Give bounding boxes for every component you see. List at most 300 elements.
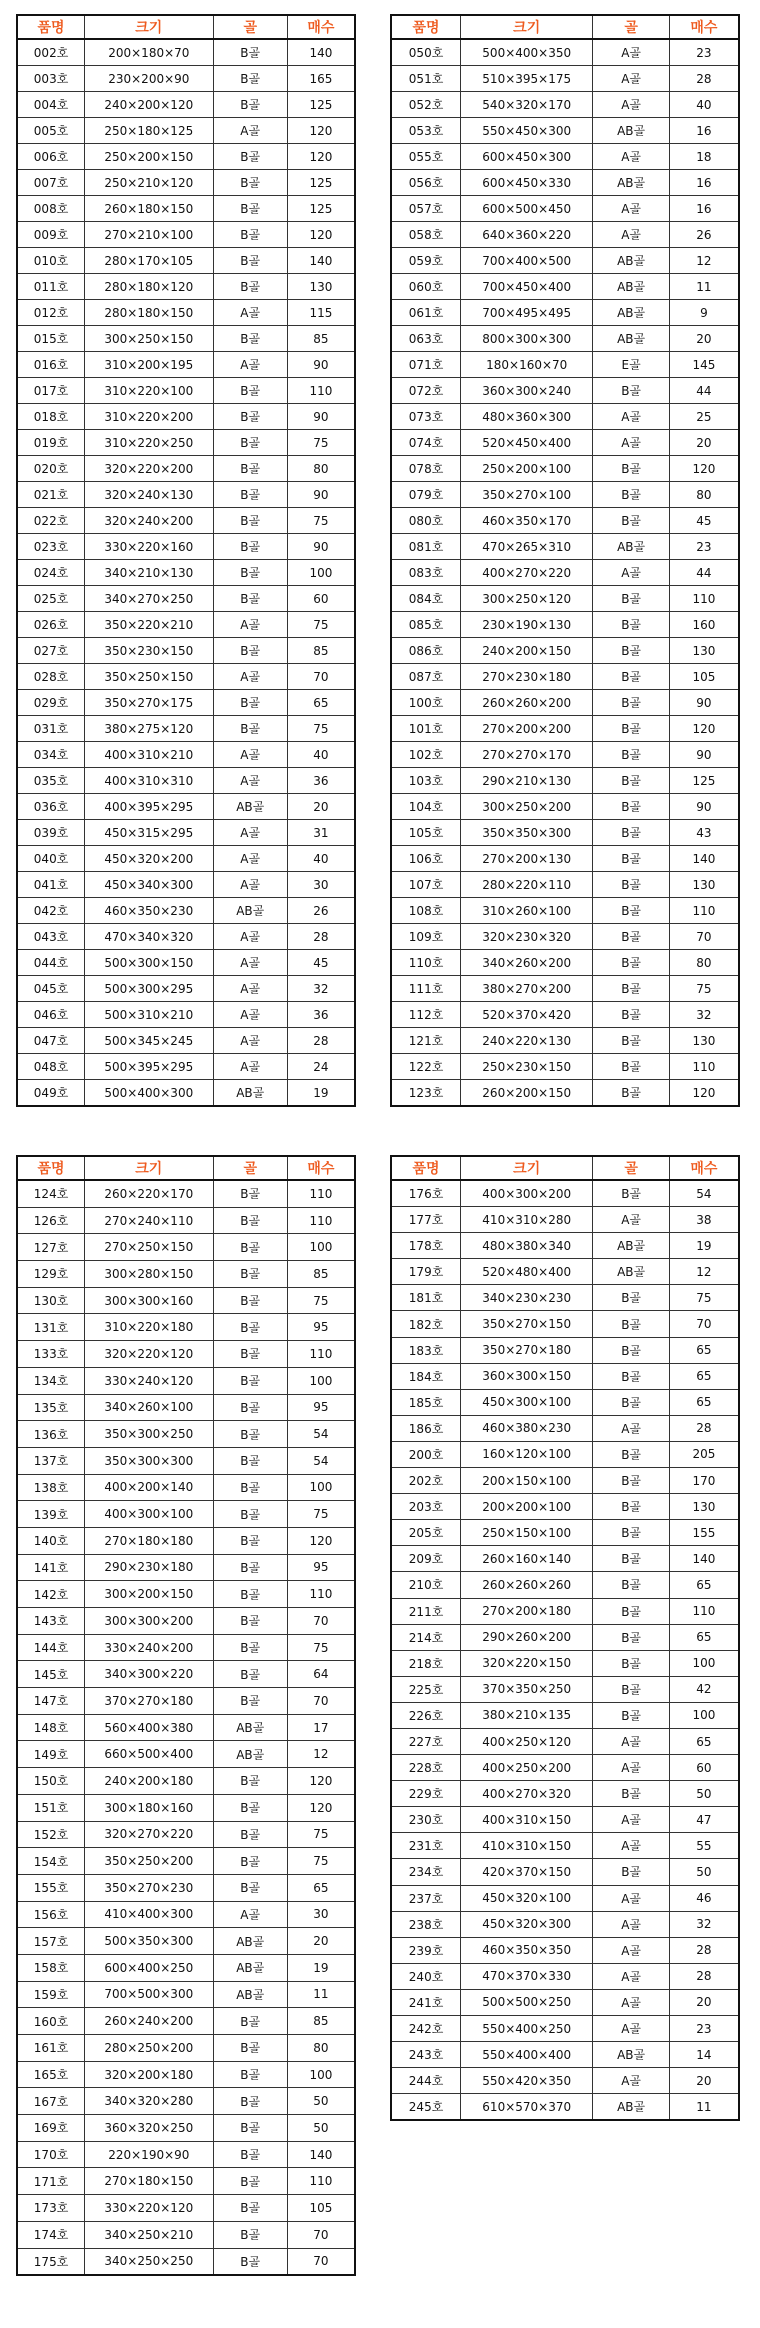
cell-size: 280×250×200 — [85, 2035, 213, 2062]
cell-name: 141호 — [17, 1554, 85, 1581]
header-size: 크기 — [461, 15, 593, 39]
table-row — [17, 1581, 355, 1608]
cell-size: 220×190×90 — [85, 2141, 213, 2168]
cell-flute: B골 — [593, 1468, 670, 1494]
cell-qty: 105 — [669, 664, 739, 690]
table-row — [17, 170, 355, 196]
table-row — [17, 1928, 355, 1955]
table-row — [17, 768, 355, 794]
cell-size: 400×270×320 — [461, 1781, 593, 1807]
cell-name: 182호 — [391, 1311, 461, 1337]
cell-name: 058호 — [391, 222, 461, 248]
cell-flute: B골 — [213, 1554, 287, 1581]
table-row — [391, 170, 739, 196]
cell-name: 138호 — [17, 1474, 85, 1501]
cell-name: 209호 — [391, 1546, 461, 1572]
cell-qty: 85 — [287, 2008, 355, 2035]
cell-size: 340×260×200 — [461, 950, 593, 976]
cell-name: 144호 — [17, 1634, 85, 1661]
cell-name: 200호 — [391, 1441, 461, 1467]
cell-name: 108호 — [391, 898, 461, 924]
cell-qty: 120 — [287, 1768, 355, 1795]
cell-flute: A골 — [593, 196, 670, 222]
cell-flute: A골 — [593, 1937, 670, 1963]
cell-qty: 70 — [287, 2248, 355, 2275]
table-row — [391, 976, 739, 1002]
cell-flute: A골 — [593, 1807, 670, 1833]
cell-name: 186호 — [391, 1415, 461, 1441]
cell-qty: 38 — [669, 1207, 739, 1233]
cell-qty: 26 — [669, 222, 739, 248]
cell-flute: B골 — [213, 92, 287, 118]
cell-qty: 120 — [669, 456, 739, 482]
cell-qty: 28 — [669, 1937, 739, 1963]
cell-size: 260×220×170 — [85, 1180, 213, 1207]
table-row — [17, 1688, 355, 1715]
table-row — [17, 2141, 355, 2168]
cell-name: 150호 — [17, 1768, 85, 1795]
cell-flute: B골 — [213, 690, 287, 716]
cell-name: 202호 — [391, 1468, 461, 1494]
cell-name: 227호 — [391, 1728, 461, 1754]
cell-name: 171호 — [17, 2168, 85, 2195]
table-row — [391, 586, 739, 612]
cell-flute: AB골 — [213, 1741, 287, 1768]
cell-qty: 125 — [669, 768, 739, 794]
cell-name: 135호 — [17, 1394, 85, 1421]
cell-qty: 65 — [287, 690, 355, 716]
cell-size: 300×250×120 — [461, 586, 593, 612]
table-row — [17, 1341, 355, 1368]
cell-flute: B골 — [213, 1821, 287, 1848]
table-row — [391, 404, 739, 430]
table-row — [17, 534, 355, 560]
cell-size: 400×300×200 — [461, 1180, 593, 1207]
cell-flute: B골 — [213, 2248, 287, 2275]
table-row — [391, 1028, 739, 1054]
cell-name: 009호 — [17, 222, 85, 248]
table-row — [17, 2008, 355, 2035]
cell-flute: B골 — [213, 716, 287, 742]
cell-qty: 44 — [669, 560, 739, 586]
cell-flute: B골 — [593, 1337, 670, 1363]
cell-size: 500×400×300 — [85, 1080, 213, 1107]
cell-size: 290×260×200 — [461, 1624, 593, 1650]
cell-qty: 47 — [669, 1807, 739, 1833]
cell-size: 350×230×150 — [85, 638, 213, 664]
table-row — [17, 1421, 355, 1448]
cell-size: 340×260×100 — [85, 1394, 213, 1421]
cell-size: 660×500×400 — [85, 1741, 213, 1768]
cell-qty: 130 — [669, 638, 739, 664]
table-row — [17, 1634, 355, 1661]
cell-name: 072호 — [391, 378, 461, 404]
cell-qty: 11 — [287, 1981, 355, 2008]
cell-size: 270×210×100 — [85, 222, 213, 248]
cell-qty: 70 — [287, 1608, 355, 1635]
cell-size: 450×320×200 — [85, 846, 213, 872]
cell-size: 400×310×310 — [85, 768, 213, 794]
table-row — [17, 2248, 355, 2275]
cell-name: 184호 — [391, 1363, 461, 1389]
cell-name: 052호 — [391, 92, 461, 118]
table-row — [391, 638, 739, 664]
cell-flute: A골 — [213, 846, 287, 872]
cell-size: 350×270×175 — [85, 690, 213, 716]
table-row — [391, 1807, 739, 1833]
cell-name: 083호 — [391, 560, 461, 586]
cell-flute: A골 — [213, 352, 287, 378]
cell-flute: B골 — [213, 248, 287, 274]
cell-name: 173호 — [17, 2195, 85, 2222]
cell-flute: B골 — [593, 1494, 670, 1520]
cell-qty: 20 — [287, 794, 355, 820]
cell-flute: B골 — [213, 1768, 287, 1795]
cell-qty: 23 — [669, 39, 739, 66]
cell-name: 019호 — [17, 430, 85, 456]
cell-name: 225호 — [391, 1676, 461, 1702]
cell-name: 185호 — [391, 1389, 461, 1415]
cell-size: 500×350×300 — [85, 1928, 213, 1955]
cell-size: 480×380×340 — [461, 1233, 593, 1259]
cell-qty: 50 — [669, 1781, 739, 1807]
cell-flute: B골 — [213, 1794, 287, 1821]
cell-name: 238호 — [391, 1911, 461, 1937]
cell-qty: 45 — [669, 508, 739, 534]
cell-size: 330×220×160 — [85, 534, 213, 560]
cell-name: 158호 — [17, 1954, 85, 1981]
table-row — [391, 716, 739, 742]
cell-qty: 140 — [287, 2141, 355, 2168]
table-row — [391, 1363, 739, 1389]
cell-name: 140호 — [17, 1527, 85, 1554]
cell-flute: A골 — [593, 66, 670, 92]
cell-size: 250×150×100 — [461, 1520, 593, 1546]
cell-flute: B골 — [213, 2088, 287, 2115]
cell-flute: B골 — [213, 1581, 287, 1608]
cell-size: 280×180×150 — [85, 300, 213, 326]
table-row — [391, 1781, 739, 1807]
table-row — [391, 118, 739, 144]
cell-size: 410×310×150 — [461, 1833, 593, 1859]
cell-size: 370×350×250 — [461, 1676, 593, 1702]
cell-name: 043호 — [17, 924, 85, 950]
cell-qty: 95 — [287, 1314, 355, 1341]
cell-flute: B골 — [213, 1634, 287, 1661]
cell-size: 260×180×150 — [85, 196, 213, 222]
cell-name: 074호 — [391, 430, 461, 456]
cell-qty: 75 — [287, 1821, 355, 1848]
cell-size: 250×200×150 — [85, 144, 213, 170]
cell-size: 340×230×230 — [461, 1285, 593, 1311]
box-spec-table-2 — [390, 14, 740, 1107]
cell-name: 036호 — [17, 794, 85, 820]
cell-name: 084호 — [391, 586, 461, 612]
cell-qty: 90 — [287, 352, 355, 378]
header-qty: 매수 — [669, 15, 739, 39]
cell-qty: 85 — [287, 638, 355, 664]
cell-flute: B골 — [213, 1501, 287, 1528]
cell-qty: 145 — [669, 352, 739, 378]
cell-qty: 100 — [287, 560, 355, 586]
cell-qty: 75 — [287, 1287, 355, 1314]
cell-qty: 80 — [669, 482, 739, 508]
cell-size: 460×350×170 — [461, 508, 593, 534]
cell-size: 400×310×150 — [461, 1807, 593, 1833]
table-row — [17, 1501, 355, 1528]
cell-flute: B골 — [593, 1859, 670, 1885]
cell-flute: B골 — [593, 846, 670, 872]
cell-size: 340×250×250 — [85, 2248, 213, 2275]
cell-name: 169호 — [17, 2115, 85, 2142]
table-row — [17, 1794, 355, 1821]
cell-qty: 90 — [287, 534, 355, 560]
cell-flute: A골 — [593, 1885, 670, 1911]
cell-name: 218호 — [391, 1650, 461, 1676]
table-row — [391, 820, 739, 846]
table-row — [17, 2088, 355, 2115]
cell-name: 181호 — [391, 1285, 461, 1311]
cell-qty: 80 — [669, 950, 739, 976]
cell-size: 520×450×400 — [461, 430, 593, 456]
cell-name: 011호 — [17, 274, 85, 300]
table-row — [391, 924, 739, 950]
table-row — [391, 1676, 739, 1702]
cell-flute: A골 — [593, 1833, 670, 1859]
cell-flute: B골 — [213, 1447, 287, 1474]
cell-flute: A골 — [593, 404, 670, 430]
cell-size: 250×200×100 — [461, 456, 593, 482]
spec-table — [16, 14, 356, 1107]
cell-size: 540×320×170 — [461, 92, 593, 118]
cell-qty: 20 — [669, 430, 739, 456]
table-row — [17, 1821, 355, 1848]
cell-qty: 160 — [669, 612, 739, 638]
table-row — [17, 2168, 355, 2195]
cell-name: 240호 — [391, 1963, 461, 1989]
cell-flute: B골 — [213, 2141, 287, 2168]
table-row — [17, 1028, 355, 1054]
cell-flute: B골 — [593, 768, 670, 794]
table-row — [17, 690, 355, 716]
cell-qty: 65 — [669, 1337, 739, 1363]
cell-name: 151호 — [17, 1794, 85, 1821]
cell-flute: A골 — [593, 92, 670, 118]
cell-flute: A골 — [593, 1963, 670, 1989]
table-row — [17, 378, 355, 404]
table-row — [17, 1207, 355, 1234]
table-row — [391, 2042, 739, 2068]
cell-name: 022호 — [17, 508, 85, 534]
cell-qty: 80 — [287, 456, 355, 482]
cell-flute: B골 — [213, 2221, 287, 2248]
cell-size: 240×220×130 — [461, 1028, 593, 1054]
cell-flute: B골 — [593, 1676, 670, 1702]
box-spec-table-3 — [16, 1155, 356, 2276]
cell-qty: 140 — [669, 1546, 739, 1572]
cell-name: 124호 — [17, 1180, 85, 1207]
cell-qty: 32 — [669, 1002, 739, 1028]
cell-flute: B골 — [213, 274, 287, 300]
cell-qty: 110 — [287, 1180, 355, 1207]
table-row — [391, 456, 739, 482]
cell-flute: AB골 — [593, 248, 670, 274]
header-size: 크기 — [85, 1156, 213, 1180]
cell-flute: B골 — [213, 144, 287, 170]
cell-name: 046호 — [17, 1002, 85, 1028]
cell-qty: 54 — [287, 1447, 355, 1474]
cell-size: 600×450×300 — [461, 144, 593, 170]
table-row — [391, 1989, 739, 2015]
cell-size: 360×300×150 — [461, 1363, 593, 1389]
cell-flute: B골 — [593, 924, 670, 950]
table-row — [391, 872, 739, 898]
cell-name: 228호 — [391, 1755, 461, 1781]
cell-flute: B골 — [593, 1781, 670, 1807]
cell-flute: A골 — [213, 976, 287, 1002]
cell-flute: AB골 — [213, 1954, 287, 1981]
cell-qty: 50 — [287, 2115, 355, 2142]
cell-qty: 55 — [669, 1833, 739, 1859]
cell-qty: 70 — [669, 1311, 739, 1337]
cell-size: 320×240×130 — [85, 482, 213, 508]
cell-qty: 95 — [287, 1554, 355, 1581]
table-row — [391, 1002, 739, 1028]
cell-size: 300×180×160 — [85, 1794, 213, 1821]
cell-qty: 54 — [669, 1180, 739, 1207]
cell-name: 050호 — [391, 39, 461, 66]
cell-flute: B골 — [593, 1702, 670, 1728]
cell-size: 270×200×180 — [461, 1598, 593, 1624]
table-row — [391, 144, 739, 170]
cell-name: 039호 — [17, 820, 85, 846]
cell-qty: 65 — [287, 1874, 355, 1901]
cell-qty: 75 — [669, 976, 739, 1002]
cell-flute: B골 — [213, 1261, 287, 1288]
cell-size: 550×420×350 — [461, 2068, 593, 2094]
table-row — [17, 638, 355, 664]
cell-name: 178호 — [391, 1233, 461, 1259]
table-row — [391, 1080, 739, 1107]
cell-qty: 32 — [287, 976, 355, 1002]
table-row — [17, 1394, 355, 1421]
cell-flute: B골 — [593, 898, 670, 924]
cell-size: 310×220×250 — [85, 430, 213, 456]
cell-flute: B골 — [213, 1848, 287, 1875]
cell-flute: B골 — [593, 794, 670, 820]
cell-name: 049호 — [17, 1080, 85, 1107]
cell-flute: B골 — [213, 1287, 287, 1314]
cell-qty: 110 — [287, 1341, 355, 1368]
cell-qty: 65 — [669, 1389, 739, 1415]
cell-name: 055호 — [391, 144, 461, 170]
cell-qty: 65 — [669, 1572, 739, 1598]
cell-size: 270×230×180 — [461, 664, 593, 690]
table-row — [17, 794, 355, 820]
cell-name: 231호 — [391, 1833, 461, 1859]
table-row — [17, 1054, 355, 1080]
table-row — [391, 1311, 739, 1337]
table-row — [391, 1259, 739, 1285]
cell-qty: 30 — [287, 1901, 355, 1928]
cell-name: 237호 — [391, 1885, 461, 1911]
cell-size: 380×270×200 — [461, 976, 593, 1002]
cell-flute: AB골 — [593, 534, 670, 560]
cell-name: 176호 — [391, 1180, 461, 1207]
table-row — [391, 1833, 739, 1859]
table-row — [17, 118, 355, 144]
cell-size: 510×395×175 — [461, 66, 593, 92]
cell-name: 156호 — [17, 1901, 85, 1928]
cell-name: 005호 — [17, 118, 85, 144]
cell-size: 460×380×230 — [461, 1415, 593, 1441]
cell-size: 260×200×150 — [461, 1080, 593, 1107]
cell-qty: 20 — [669, 1989, 739, 2015]
cell-name: 105호 — [391, 820, 461, 846]
cell-flute: A골 — [593, 222, 670, 248]
cell-size: 260×260×200 — [461, 690, 593, 716]
table-row — [391, 1624, 739, 1650]
cell-flute: B골 — [593, 1520, 670, 1546]
cell-name: 229호 — [391, 1781, 461, 1807]
cell-name: 103호 — [391, 768, 461, 794]
cell-size: 500×300×295 — [85, 976, 213, 1002]
cell-size: 310×200×195 — [85, 352, 213, 378]
table-row — [17, 1608, 355, 1635]
cell-qty: 70 — [287, 1688, 355, 1715]
cell-qty: 75 — [287, 612, 355, 638]
cell-flute: A골 — [213, 872, 287, 898]
table-row — [17, 1554, 355, 1581]
cell-qty: 80 — [287, 2035, 355, 2062]
table-row — [17, 2221, 355, 2248]
cell-flute: B골 — [213, 170, 287, 196]
header-flute: 골 — [593, 15, 670, 39]
cell-qty: 110 — [669, 586, 739, 612]
cell-size: 240×200×150 — [461, 638, 593, 664]
cell-name: 015호 — [17, 326, 85, 352]
box-spec-table-4 — [390, 1155, 740, 2121]
table-row — [391, 222, 739, 248]
cell-size: 700×500×300 — [85, 1981, 213, 2008]
header-name: 품명 — [391, 1156, 461, 1180]
cell-size: 290×230×180 — [85, 1554, 213, 1581]
table-row — [391, 1650, 739, 1676]
cell-size: 410×400×300 — [85, 1901, 213, 1928]
cell-name: 003호 — [17, 66, 85, 92]
cell-name: 139호 — [17, 1501, 85, 1528]
cell-size: 610×570×370 — [461, 2094, 593, 2121]
cell-name: 016호 — [17, 352, 85, 378]
cell-qty: 54 — [287, 1421, 355, 1448]
cell-size: 350×350×300 — [461, 820, 593, 846]
cell-name: 035호 — [17, 768, 85, 794]
cell-qty: 36 — [287, 1002, 355, 1028]
cell-name: 152호 — [17, 1821, 85, 1848]
cell-flute: B골 — [213, 222, 287, 248]
table-row — [391, 1728, 739, 1754]
cell-qty: 14 — [669, 2042, 739, 2068]
cell-qty: 120 — [669, 716, 739, 742]
cell-size: 400×310×210 — [85, 742, 213, 768]
cell-name: 183호 — [391, 1337, 461, 1363]
cell-qty: 90 — [287, 404, 355, 430]
cell-flute: B골 — [213, 1234, 287, 1261]
cell-flute: B골 — [213, 1180, 287, 1207]
cell-size: 250×230×150 — [461, 1054, 593, 1080]
table-row — [391, 1755, 739, 1781]
header-row — [17, 1156, 355, 1180]
